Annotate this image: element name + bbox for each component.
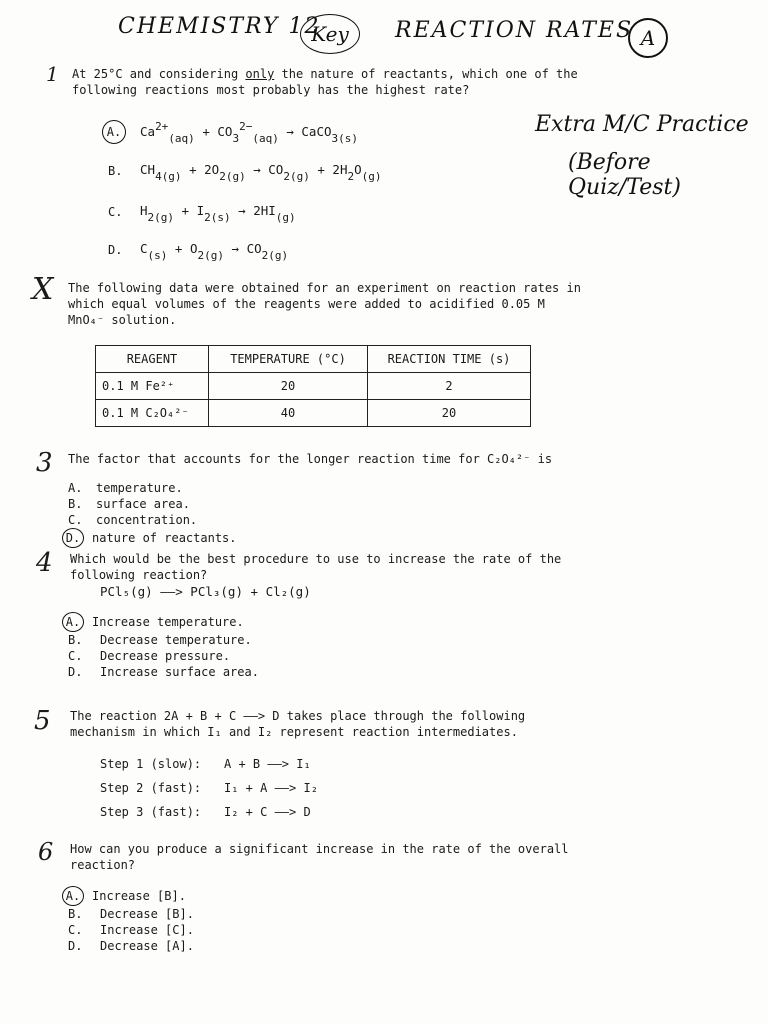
q2-data-table bbox=[95, 345, 531, 427]
list-item bbox=[65, 528, 237, 548]
header-title-part2: REACTION RATES bbox=[395, 18, 634, 43]
q1-option-c: C. bbox=[108, 205, 123, 219]
table-cell: 20 bbox=[368, 400, 531, 427]
q2-stem-line3: MnO₄⁻ solution. bbox=[68, 313, 177, 327]
q3-option-d-text: nature of reactants. bbox=[92, 531, 237, 545]
list-item bbox=[65, 886, 194, 906]
q1-stem-line1 bbox=[72, 66, 578, 82]
q5-number: 5 bbox=[34, 706, 51, 736]
q6-option-c-letter: C. bbox=[68, 923, 83, 937]
q6-option-d-text: Decrease [A]. bbox=[100, 939, 194, 953]
q6-options bbox=[65, 886, 194, 954]
table-cell: 0.1 M C₂O₄²⁻ bbox=[96, 400, 209, 427]
q3-stem: The factor that accounts for the longer reaction time for C₂O₄²⁻ is bbox=[68, 452, 553, 466]
q1-eq-a: $Ca^{2+}_{(aq)} + CO_3^{2-}_{(aq)}$ → CaCO$_{3(s)}$ bbox=[140, 120, 359, 145]
q1-stem-line2: following reactions most probably has the highest rate? bbox=[72, 83, 470, 97]
q3-option-a-letter: A. bbox=[68, 481, 83, 495]
q6-option-b-letter: B. bbox=[68, 907, 83, 921]
q4-option-c-text: Decrease pressure. bbox=[100, 649, 231, 663]
q2-stem-line2: which equal volumes of the reagents were added to acidified 0.05 M bbox=[68, 297, 545, 311]
header-key-label: Key bbox=[300, 14, 360, 54]
q4-number: 4 bbox=[36, 548, 53, 578]
q1-eq-c: $H_{2(g)} + I_{2(s)} \to 2HI_{(g)}$ bbox=[140, 203, 296, 224]
q4-option-a-letter: A. bbox=[62, 612, 84, 632]
q1-option-a bbox=[108, 120, 128, 144]
list-item bbox=[68, 922, 194, 938]
q1-stem-only: only bbox=[245, 67, 275, 81]
table-header-reaction-time: REACTION TIME (s) bbox=[368, 346, 531, 373]
list-item bbox=[65, 612, 259, 632]
side-note-line1: Extra M/C Practice bbox=[535, 112, 749, 137]
list-item bbox=[68, 664, 259, 680]
table-row bbox=[96, 373, 531, 400]
table-cell: 40 bbox=[209, 400, 368, 427]
q4-reaction: PCl₅(g) ——> PCl₃(g) + Cl₂(g) bbox=[100, 584, 311, 599]
q6-stem-line1: How can you produce a significant increase in the rate of the overall bbox=[70, 842, 569, 856]
q1-stem-post: the nature of reactants, which one of the bbox=[274, 67, 578, 81]
q4-option-b-letter: B. bbox=[68, 633, 83, 647]
list-item bbox=[68, 512, 237, 528]
q5-step2-eq: I₁ + A ——> I₂ bbox=[224, 781, 318, 795]
q3-option-c-text: concentration. bbox=[96, 513, 198, 527]
q4-option-d-text: Increase surface area. bbox=[100, 665, 259, 679]
q1-eq-d: $C_{(s)} + O_{2(g)} \to CO_{2(g)}$ bbox=[140, 241, 289, 262]
q6-option-b-text: Decrease [B]. bbox=[100, 907, 194, 921]
q4-option-a-text: Increase temperature. bbox=[92, 615, 244, 629]
list-item bbox=[68, 648, 259, 664]
header-version-badge: A bbox=[628, 18, 668, 58]
table-row bbox=[96, 400, 531, 427]
q3-options bbox=[65, 480, 237, 548]
q6-option-d-letter: D. bbox=[68, 939, 83, 953]
q5-step1-eq: A + B ——> I₁ bbox=[224, 757, 311, 771]
q1-option-b: B. bbox=[108, 164, 123, 178]
list-item bbox=[100, 752, 318, 776]
table-cell: 2 bbox=[368, 373, 531, 400]
q3-option-a-text: temperature. bbox=[96, 481, 183, 495]
table-header-temperature: TEMPERATURE (°C) bbox=[209, 346, 368, 373]
q5-stem-line1: The reaction 2A + B + C ——> D takes place through the following bbox=[70, 709, 526, 723]
list-item bbox=[68, 496, 237, 512]
q5-stem-line2: mechanism in which I₁ and I₂ represent reaction intermediates. bbox=[70, 725, 518, 739]
q1-stem-pre: At 25°C and considering bbox=[72, 67, 246, 81]
q5-step1-label: Step 1 (slow): bbox=[100, 757, 202, 771]
q6-mark: 6 bbox=[38, 838, 54, 866]
table-header-reagent: REAGENT bbox=[96, 346, 209, 373]
q3-option-b-text: surface area. bbox=[96, 497, 190, 511]
table-cell: 0.1 M Fe²⁺ bbox=[96, 373, 209, 400]
q3-option-c-letter: C. bbox=[68, 513, 83, 527]
q5-step2-label: Step 2 (fast): bbox=[100, 781, 202, 795]
q6-stem-line2: reaction? bbox=[70, 858, 136, 872]
list-item bbox=[68, 938, 194, 954]
q4-option-c-letter: C. bbox=[68, 649, 83, 663]
q4-stem-line2: following reaction? bbox=[70, 568, 208, 582]
q1-option-d: D. bbox=[108, 243, 123, 257]
q4-options bbox=[65, 612, 259, 680]
q4-option-d-letter: D. bbox=[68, 665, 83, 679]
q5-step3-label: Step 3 (fast): bbox=[100, 805, 202, 819]
q3-option-d-letter: D. bbox=[62, 528, 84, 548]
q1-eq-b: $CH_{4(g)} + 2O_{2(g)} \to CO_{2(g)} + 2H_2O_{(g)}$ bbox=[140, 162, 382, 183]
q2-stem-line1: The following data were obtained for an experiment on reaction rates in bbox=[68, 281, 581, 295]
q6-option-c-text: Increase [C]. bbox=[100, 923, 194, 937]
table-cell: 20 bbox=[209, 373, 368, 400]
q3-number: 3 bbox=[36, 448, 53, 478]
list-item bbox=[68, 480, 237, 496]
list-item bbox=[68, 906, 194, 922]
table-header-row bbox=[96, 346, 531, 373]
q4-option-b-text: Decrease temperature. bbox=[100, 633, 252, 647]
list-item bbox=[100, 776, 318, 800]
side-note-line2: (Before Quiz/Test) bbox=[568, 150, 681, 200]
list-item bbox=[68, 632, 259, 648]
q1-option-a-letter: A. bbox=[102, 120, 126, 144]
q6-option-a-text: Increase [B]. bbox=[92, 889, 186, 903]
q1-number: 1 bbox=[46, 62, 59, 86]
q4-stem-line1: Which would be the best procedure to use to increase the rate of the bbox=[70, 552, 562, 566]
list-item bbox=[100, 800, 318, 824]
q2-mark: X bbox=[32, 272, 54, 307]
header-title-part1: CHEMISTRY 12 bbox=[118, 14, 321, 39]
q5-mechanism bbox=[100, 752, 318, 824]
q5-step3-eq: I₂ + C ——> D bbox=[224, 805, 311, 819]
q3-option-b-letter: B. bbox=[68, 497, 83, 511]
q6-option-a-letter: A. bbox=[62, 886, 84, 906]
